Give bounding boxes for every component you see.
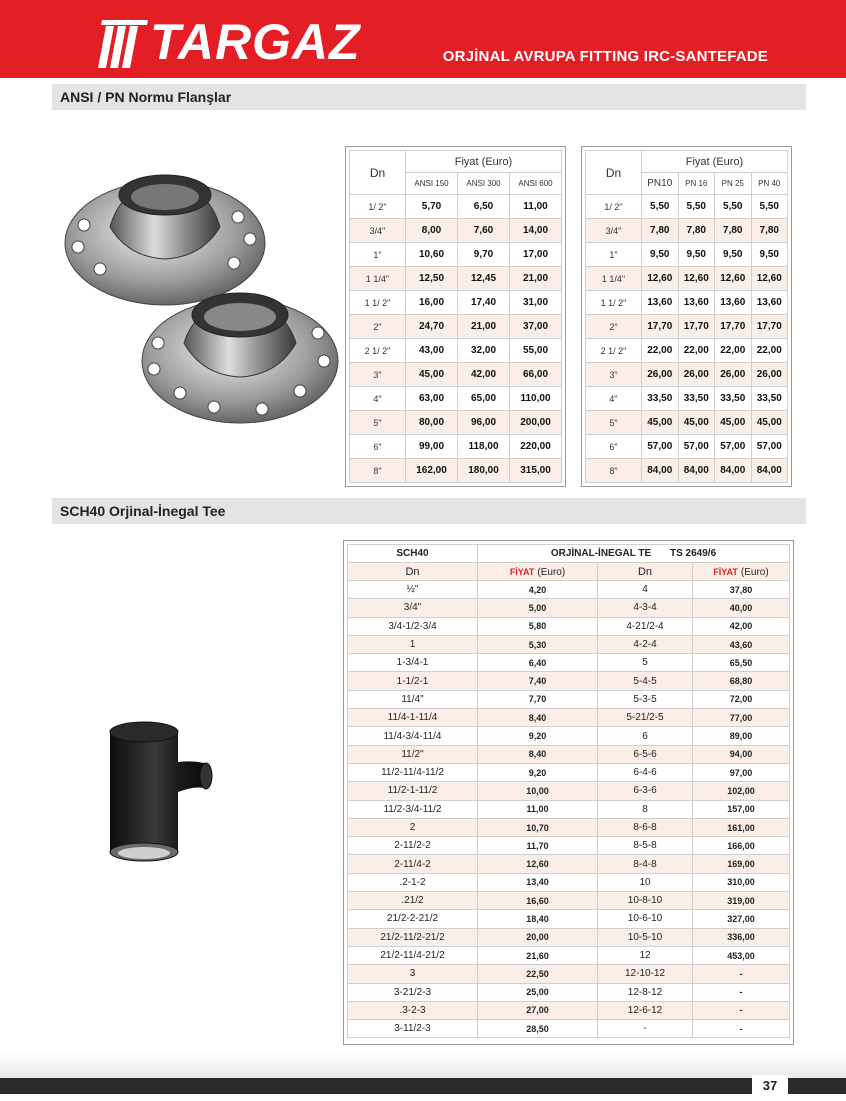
price-cell: 9,70 bbox=[458, 243, 510, 267]
price-cell: 13,60 bbox=[715, 291, 752, 315]
dn-cell: 6 bbox=[598, 727, 693, 745]
table-row bbox=[586, 315, 788, 339]
price-cell: 5,70 bbox=[406, 195, 458, 219]
dn-cell: 3-11/2-3 bbox=[348, 1020, 478, 1038]
dn-cell: 2 bbox=[348, 818, 478, 836]
brand-logo bbox=[96, 12, 361, 72]
column-header: ANSI 150 bbox=[406, 173, 458, 195]
price-cell: 72,00 bbox=[693, 690, 790, 708]
price-cell: 21,00 bbox=[458, 315, 510, 339]
pn-flange-table bbox=[581, 146, 792, 487]
dn-cell: 2-11/4-2 bbox=[348, 855, 478, 873]
dn-cell: 1" bbox=[350, 243, 406, 267]
price-cell: 9,50 bbox=[642, 243, 679, 267]
dn-cell: 8" bbox=[586, 459, 642, 483]
dn-cell: 5" bbox=[586, 411, 642, 435]
price-cell: 12,60 bbox=[751, 267, 788, 291]
price-cell: 157,00 bbox=[693, 800, 790, 818]
tee-product-image bbox=[104, 716, 216, 862]
dn-cell: 11/2" bbox=[348, 745, 478, 763]
price-cell: 57,00 bbox=[715, 435, 752, 459]
table-row bbox=[348, 983, 790, 1001]
table-row bbox=[586, 219, 788, 243]
targaz-logo-icon bbox=[96, 16, 148, 68]
price-cell: 11,70 bbox=[478, 837, 598, 855]
dn-cell: 11/4-3/4-11/4 bbox=[348, 727, 478, 745]
dn-cell: 4" bbox=[350, 387, 406, 411]
header-title: ORJİNAL AVRUPA FITTING IRC-SANTEFADE bbox=[442, 48, 768, 65]
price-cell: 17,00 bbox=[510, 243, 562, 267]
price-cell: 166,00 bbox=[693, 837, 790, 855]
price-cell: 25,00 bbox=[478, 983, 598, 1001]
dn-cell: 8 bbox=[598, 800, 693, 818]
dn-cell: 1/ 2" bbox=[350, 195, 406, 219]
table-row bbox=[348, 617, 790, 635]
price-header: Fiyat (Euro) bbox=[406, 151, 562, 173]
price-cell: 26,00 bbox=[715, 363, 752, 387]
price-cell: 16,00 bbox=[406, 291, 458, 315]
price-cell: 9,50 bbox=[751, 243, 788, 267]
price-cell: - bbox=[693, 965, 790, 983]
table-row bbox=[348, 818, 790, 836]
dn-cell: 11/4-1-11/4 bbox=[348, 709, 478, 727]
footer-background bbox=[0, 1052, 846, 1078]
price-cell: 96,00 bbox=[458, 411, 510, 435]
dn-cell: 3" bbox=[350, 363, 406, 387]
dn-cell: 5 bbox=[598, 654, 693, 672]
price-cell: 7,60 bbox=[458, 219, 510, 243]
dn-cell: 1-1/2-1 bbox=[348, 672, 478, 690]
price-cell: 11,00 bbox=[478, 800, 598, 818]
price-cell: 200,00 bbox=[510, 411, 562, 435]
price-cell: 55,00 bbox=[510, 339, 562, 363]
price-cell: 42,00 bbox=[458, 363, 510, 387]
dn-cell: 3-21/2-3 bbox=[348, 983, 478, 1001]
table-row bbox=[586, 339, 788, 363]
price-cell: 102,00 bbox=[693, 782, 790, 800]
price-cell: 319,00 bbox=[693, 892, 790, 910]
column-header: PN 40 bbox=[751, 173, 788, 195]
dn-cell: 2" bbox=[586, 315, 642, 339]
dn-cell: .21/2 bbox=[348, 892, 478, 910]
price-cell: 7,80 bbox=[715, 219, 752, 243]
price-cell: 45,00 bbox=[751, 411, 788, 435]
price-cell: 42,00 bbox=[693, 617, 790, 635]
price-cell: 40,00 bbox=[693, 599, 790, 617]
price-cell: 45,00 bbox=[715, 411, 752, 435]
price-cell: 9,50 bbox=[715, 243, 752, 267]
table-row bbox=[350, 195, 562, 219]
price-cell: 336,00 bbox=[693, 928, 790, 946]
dn-cell: 2" bbox=[350, 315, 406, 339]
price-cell: 14,00 bbox=[510, 219, 562, 243]
price-cell: 110,00 bbox=[510, 387, 562, 411]
price-cell: 17,70 bbox=[751, 315, 788, 339]
dn-cell: 1 1/ 2" bbox=[586, 291, 642, 315]
dn-cell: 8-6-8 bbox=[598, 818, 693, 836]
dn-cell: ½" bbox=[348, 581, 478, 599]
price-cell: 162,00 bbox=[406, 459, 458, 483]
price-cell: 31,00 bbox=[510, 291, 562, 315]
price-cell: 43,60 bbox=[693, 635, 790, 653]
table-row bbox=[348, 672, 790, 690]
table-row bbox=[586, 459, 788, 483]
price-cell: - bbox=[693, 1001, 790, 1019]
price-cell: 12,60 bbox=[715, 267, 752, 291]
dn-cell: 3/4" bbox=[348, 599, 478, 617]
price-cell: 43,00 bbox=[406, 339, 458, 363]
table-row bbox=[586, 243, 788, 267]
price-cell: 63,00 bbox=[406, 387, 458, 411]
dn-cell: 10 bbox=[598, 873, 693, 891]
price-cell: 68,80 bbox=[693, 672, 790, 690]
price-cell: 10,70 bbox=[478, 818, 598, 836]
price-cell: - bbox=[693, 983, 790, 1001]
dn-cell: 8" bbox=[350, 459, 406, 483]
table-row bbox=[348, 1001, 790, 1019]
dn-cell: 12-10-12 bbox=[598, 965, 693, 983]
dn-cell: 5-3-5 bbox=[598, 690, 693, 708]
price-cell: 84,00 bbox=[751, 459, 788, 483]
dn-cell: 1-3/4-1 bbox=[348, 654, 478, 672]
dn-cell: 21/2-2-21/2 bbox=[348, 910, 478, 928]
table-row bbox=[350, 219, 562, 243]
table-row bbox=[350, 411, 562, 435]
dn-cell: 8-5-8 bbox=[598, 837, 693, 855]
price-cell: 45,00 bbox=[642, 411, 679, 435]
column-header: PN10 bbox=[642, 173, 679, 195]
tee-head-left: SCH40 bbox=[348, 545, 478, 563]
price-cell: 33,50 bbox=[678, 387, 715, 411]
dn-cell: 3/4" bbox=[350, 219, 406, 243]
price-cell: 84,00 bbox=[642, 459, 679, 483]
price-cell: 7,70 bbox=[478, 690, 598, 708]
table-row bbox=[348, 690, 790, 708]
table-row bbox=[350, 459, 562, 483]
dn-cell: 1" bbox=[586, 243, 642, 267]
dn-cell: 10-8-10 bbox=[598, 892, 693, 910]
table-row bbox=[350, 291, 562, 315]
dn-cell: 1 1/4" bbox=[350, 267, 406, 291]
dn-cell: 4-3-4 bbox=[598, 599, 693, 617]
price-cell: 57,00 bbox=[751, 435, 788, 459]
price-cell: 10,00 bbox=[478, 782, 598, 800]
tee-head-title: ORJİNAL-İNEGAL TE bbox=[550, 548, 652, 559]
table-row bbox=[350, 315, 562, 339]
page-header bbox=[0, 0, 846, 78]
table-row bbox=[350, 387, 562, 411]
price-cell: 6,40 bbox=[478, 654, 598, 672]
price-cell: 13,60 bbox=[678, 291, 715, 315]
dn-cell: 2 1/ 2" bbox=[586, 339, 642, 363]
price-cell: 57,00 bbox=[678, 435, 715, 459]
price-cell: 65,00 bbox=[458, 387, 510, 411]
price-cell: 37,80 bbox=[693, 581, 790, 599]
price-cell: 66,00 bbox=[510, 363, 562, 387]
table-row bbox=[586, 411, 788, 435]
price-cell: 6,50 bbox=[458, 195, 510, 219]
price-cell: 4,20 bbox=[478, 581, 598, 599]
dn-cell: 6-5-6 bbox=[598, 745, 693, 763]
dn-cell: 1 bbox=[348, 635, 478, 653]
price-cell: 118,00 bbox=[458, 435, 510, 459]
price-cell: 315,00 bbox=[510, 459, 562, 483]
tee-table bbox=[343, 540, 794, 1045]
table-row bbox=[348, 782, 790, 800]
price-cell: 18,40 bbox=[478, 910, 598, 928]
table-row bbox=[586, 267, 788, 291]
dn-cell: 2 1/ 2" bbox=[350, 339, 406, 363]
dn-cell: 10-6-10 bbox=[598, 910, 693, 928]
price-cell: 453,00 bbox=[693, 946, 790, 964]
table-row bbox=[350, 339, 562, 363]
price-cell: 22,00 bbox=[642, 339, 679, 363]
table-row bbox=[348, 800, 790, 818]
dn-cell: .3-2-3 bbox=[348, 1001, 478, 1019]
table-row bbox=[348, 727, 790, 745]
table-row bbox=[348, 873, 790, 891]
price-cell: 11,00 bbox=[510, 195, 562, 219]
column-header: PN 16 bbox=[678, 173, 715, 195]
dn-header: Dn bbox=[598, 563, 693, 581]
price-cell: 33,50 bbox=[642, 387, 679, 411]
price-cell: 8,40 bbox=[478, 745, 598, 763]
price-cell: 12,60 bbox=[642, 267, 679, 291]
dn-cell: 6" bbox=[350, 435, 406, 459]
dn-cell: - bbox=[598, 1020, 693, 1038]
dn-cell: 11/4" bbox=[348, 690, 478, 708]
table-row bbox=[348, 1020, 790, 1038]
dn-cell: 1 1/4" bbox=[586, 267, 642, 291]
price-cell: 169,00 bbox=[693, 855, 790, 873]
table-row bbox=[350, 267, 562, 291]
dn-cell: 3/4-1/2-3/4 bbox=[348, 617, 478, 635]
dn-cell: 4" bbox=[586, 387, 642, 411]
dn-cell: 2-11/2-2 bbox=[348, 837, 478, 855]
price-cell: 7,40 bbox=[478, 672, 598, 690]
price-cell: 9,20 bbox=[478, 727, 598, 745]
table-row bbox=[348, 946, 790, 964]
price-cell: 12,45 bbox=[458, 267, 510, 291]
price-cell: 22,50 bbox=[478, 965, 598, 983]
price-cell: 17,70 bbox=[715, 315, 752, 339]
dn-cell: 4-21/2-4 bbox=[598, 617, 693, 635]
section-title-tee: SCH40 Orjinal-İnegal Tee bbox=[52, 498, 806, 524]
table-row bbox=[348, 745, 790, 763]
price-cell: 8,00 bbox=[406, 219, 458, 243]
price-cell: 32,00 bbox=[458, 339, 510, 363]
brand-name: TARGAZ bbox=[150, 14, 361, 70]
price-cell: 5,50 bbox=[642, 195, 679, 219]
price-cell: 220,00 bbox=[510, 435, 562, 459]
dn-cell: 6-3-6 bbox=[598, 782, 693, 800]
table-row bbox=[348, 581, 790, 599]
table-row bbox=[348, 855, 790, 873]
price-cell: 7,80 bbox=[751, 219, 788, 243]
price-cell: 26,00 bbox=[678, 363, 715, 387]
dn-cell: 21/2-11/2-21/2 bbox=[348, 928, 478, 946]
price-cell: 13,40 bbox=[478, 873, 598, 891]
dn-cell: 5" bbox=[350, 411, 406, 435]
price-strong: FİYAT bbox=[509, 566, 535, 577]
price-cell: 180,00 bbox=[458, 459, 510, 483]
price-cell: 13,60 bbox=[642, 291, 679, 315]
price-header bbox=[478, 563, 598, 581]
dn-cell: 12-8-12 bbox=[598, 983, 693, 1001]
price-cell: 97,00 bbox=[693, 763, 790, 781]
dn-cell: .2-1-2 bbox=[348, 873, 478, 891]
table-row bbox=[348, 892, 790, 910]
table-row bbox=[348, 599, 790, 617]
price-cell: 16,60 bbox=[478, 892, 598, 910]
dn-cell: 5-21/2-5 bbox=[598, 709, 693, 727]
table-row bbox=[348, 910, 790, 928]
table-row bbox=[348, 928, 790, 946]
price-cell: 327,00 bbox=[693, 910, 790, 928]
price-cell: 45,00 bbox=[406, 363, 458, 387]
price-cell: 17,40 bbox=[458, 291, 510, 315]
dn-cell: 3 bbox=[348, 965, 478, 983]
price-header bbox=[693, 563, 790, 581]
page-number: 37 bbox=[752, 1075, 788, 1097]
price-strong: FİYAT bbox=[713, 566, 738, 577]
tee-head-standard: TS 2649/6 bbox=[670, 548, 717, 559]
price-cell: 22,00 bbox=[715, 339, 752, 363]
flange-product-image bbox=[62, 165, 340, 435]
price-cell: 77,00 bbox=[693, 709, 790, 727]
price-header: Fiyat (Euro) bbox=[642, 151, 788, 173]
price-cell: 65,50 bbox=[693, 654, 790, 672]
price-cell: 8,40 bbox=[478, 709, 598, 727]
price-cell: 5,30 bbox=[478, 635, 598, 653]
footer-bar bbox=[0, 1078, 846, 1094]
price-cell: 84,00 bbox=[715, 459, 752, 483]
price-cell: 9,20 bbox=[478, 763, 598, 781]
dn-cell: 10-5-10 bbox=[598, 928, 693, 946]
table-row bbox=[348, 837, 790, 855]
dn-cell: 11/2-1-11/2 bbox=[348, 782, 478, 800]
price-cell: 22,00 bbox=[678, 339, 715, 363]
dn-cell: 6" bbox=[586, 435, 642, 459]
dn-cell: 4 bbox=[598, 581, 693, 599]
ansi-flange-table bbox=[345, 146, 566, 487]
price-cell: 89,00 bbox=[693, 727, 790, 745]
table-row bbox=[348, 965, 790, 983]
table-row bbox=[586, 195, 788, 219]
table-row bbox=[348, 763, 790, 781]
dn-cell: 1/ 2" bbox=[586, 195, 642, 219]
price-cell: 12,50 bbox=[406, 267, 458, 291]
dn-header: Dn bbox=[348, 563, 478, 581]
dn-cell: 3" bbox=[586, 363, 642, 387]
table-row bbox=[350, 435, 562, 459]
dn-cell: 11/2-3/4-11/2 bbox=[348, 800, 478, 818]
price-unit: (Euro) bbox=[740, 566, 769, 578]
dn-cell: 11/2-11/4-11/2 bbox=[348, 763, 478, 781]
price-cell: 21,60 bbox=[478, 946, 598, 964]
price-cell: 37,00 bbox=[510, 315, 562, 339]
price-cell: 57,00 bbox=[642, 435, 679, 459]
column-header: ANSI 600 bbox=[510, 173, 562, 195]
price-cell: 17,70 bbox=[642, 315, 679, 339]
tee-head-right bbox=[478, 545, 790, 563]
price-cell: 80,00 bbox=[406, 411, 458, 435]
price-cell: 22,00 bbox=[751, 339, 788, 363]
table-row bbox=[348, 654, 790, 672]
price-cell: 161,00 bbox=[693, 818, 790, 836]
price-cell: 45,00 bbox=[678, 411, 715, 435]
price-cell: 94,00 bbox=[693, 745, 790, 763]
price-cell: 17,70 bbox=[678, 315, 715, 339]
price-cell: 21,00 bbox=[510, 267, 562, 291]
price-cell: 7,80 bbox=[642, 219, 679, 243]
price-cell: 13,60 bbox=[751, 291, 788, 315]
dn-cell: 4-2-4 bbox=[598, 635, 693, 653]
dn-cell: 1 1/ 2" bbox=[350, 291, 406, 315]
table-row bbox=[586, 435, 788, 459]
table-row bbox=[350, 243, 562, 267]
price-cell: 5,00 bbox=[478, 599, 598, 617]
table-row bbox=[586, 363, 788, 387]
table-row bbox=[348, 709, 790, 727]
price-cell: 5,50 bbox=[715, 195, 752, 219]
price-cell: 26,00 bbox=[751, 363, 788, 387]
price-cell: 10,60 bbox=[406, 243, 458, 267]
section-title-flanges: ANSI / PN Normu Flanşlar bbox=[52, 84, 806, 110]
dn-cell: 8-4-8 bbox=[598, 855, 693, 873]
price-cell: 28,50 bbox=[478, 1020, 598, 1038]
dn-cell: 5-4-5 bbox=[598, 672, 693, 690]
price-cell: 5,50 bbox=[751, 195, 788, 219]
dn-cell: 6-4-6 bbox=[598, 763, 693, 781]
table-row bbox=[586, 387, 788, 411]
price-cell: 12,60 bbox=[478, 855, 598, 873]
dn-cell: 21/2-11/4-21/2 bbox=[348, 946, 478, 964]
dn-cell: 3/4" bbox=[586, 219, 642, 243]
price-cell: 12,60 bbox=[678, 267, 715, 291]
price-cell: 33,50 bbox=[751, 387, 788, 411]
dn-cell: 12-6-12 bbox=[598, 1001, 693, 1019]
price-cell: 99,00 bbox=[406, 435, 458, 459]
column-header: PN 25 bbox=[715, 173, 752, 195]
price-cell: 33,50 bbox=[715, 387, 752, 411]
price-cell: 7,80 bbox=[678, 219, 715, 243]
column-header: ANSI 300 bbox=[458, 173, 510, 195]
price-cell: - bbox=[693, 1020, 790, 1038]
dn-header: Dn bbox=[350, 151, 406, 195]
price-cell: 20,00 bbox=[478, 928, 598, 946]
price-cell: 24,70 bbox=[406, 315, 458, 339]
table-row bbox=[348, 635, 790, 653]
price-cell: 84,00 bbox=[678, 459, 715, 483]
dn-cell: 12 bbox=[598, 946, 693, 964]
price-cell: 5,80 bbox=[478, 617, 598, 635]
price-cell: 5,50 bbox=[678, 195, 715, 219]
price-cell: 27,00 bbox=[478, 1001, 598, 1019]
price-cell: 26,00 bbox=[642, 363, 679, 387]
price-cell: 310,00 bbox=[693, 873, 790, 891]
dn-header: Dn bbox=[586, 151, 642, 195]
table-row bbox=[350, 363, 562, 387]
price-cell: 9,50 bbox=[678, 243, 715, 267]
table-row bbox=[586, 291, 788, 315]
price-unit: (Euro) bbox=[537, 566, 566, 578]
